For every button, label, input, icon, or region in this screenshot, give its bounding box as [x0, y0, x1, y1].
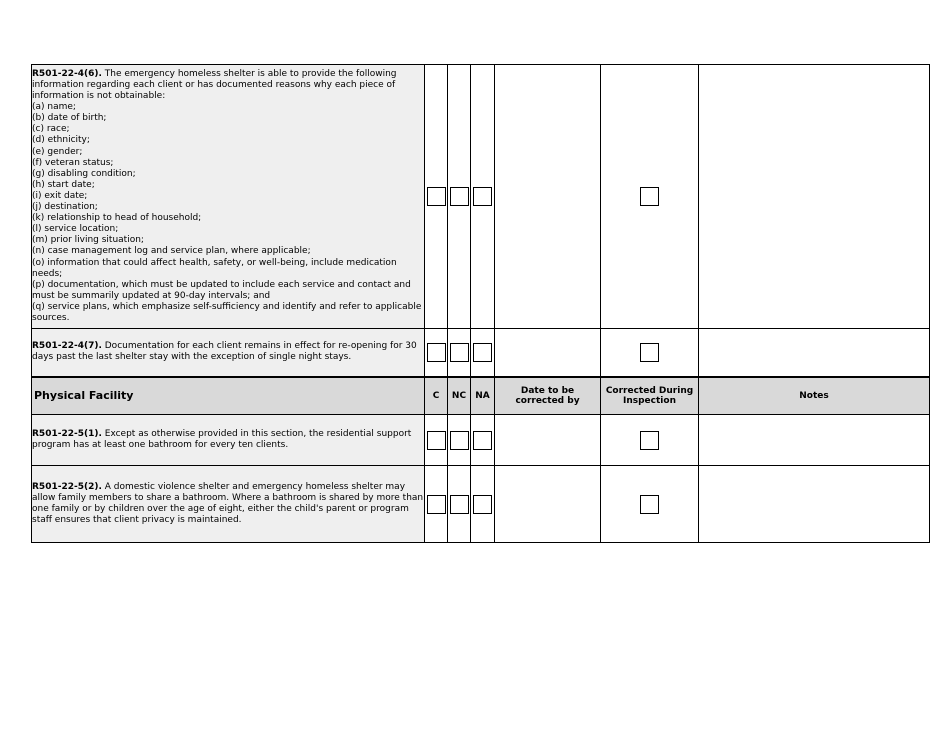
requirement-text: A domestic violence shelter and emergency homeless shelter may allow family members to share a bathroom. Where a bathroom is shared by more than one family or by children over the age of eight, either the child's parent or program staff ensures that client privacy is maintained.	[32, 481, 424, 526]
nc-checkbox[interactable]	[450, 495, 469, 514]
column-header-nc: NC	[448, 377, 471, 415]
requirement-code: R501-22-4(7).	[32, 341, 102, 352]
date-corrected-field[interactable]	[495, 65, 601, 329]
corrected-during-inspection-checkbox[interactable]	[640, 431, 659, 450]
date-corrected-field[interactable]	[495, 329, 601, 377]
requirement-cell	[32, 415, 425, 466]
c-cell	[425, 329, 448, 377]
requirement-text: Documentation for each client remains in effect for re-opening for 30 days past the last shelter stay with the exception of single night stays.	[32, 341, 417, 363]
table-row	[32, 329, 930, 377]
column-header-c: C	[425, 377, 448, 415]
nc-cell	[448, 415, 471, 466]
na-checkbox[interactable]	[473, 187, 492, 206]
section-title: Physical Facility	[32, 377, 425, 415]
corrected-during-inspection-checkbox[interactable]	[640, 343, 659, 362]
nc-cell	[448, 329, 471, 377]
corrected-cell	[601, 65, 699, 329]
notes-field[interactable]	[699, 415, 930, 466]
section-header-row	[32, 377, 930, 415]
requirement-cell	[32, 65, 425, 329]
notes-field[interactable]	[699, 466, 930, 543]
nc-checkbox[interactable]	[450, 187, 469, 206]
date-corrected-field[interactable]	[495, 466, 601, 543]
column-header-na: NA	[471, 377, 495, 415]
requirement-cell	[32, 466, 425, 543]
c-checkbox[interactable]	[427, 187, 446, 206]
nc-cell	[448, 65, 471, 329]
requirement-text: Except as otherwise provided in this section, the residential support program has at least one bathroom for every ten clients.	[32, 428, 412, 450]
date-corrected-field[interactable]	[495, 415, 601, 466]
c-checkbox[interactable]	[427, 431, 446, 450]
notes-field[interactable]	[699, 329, 930, 377]
na-checkbox[interactable]	[473, 343, 492, 362]
requirement-code: R501-22-5(2).	[32, 481, 102, 492]
requirement-text: The emergency homeless shelter is able to provide the following information regarding each client or has documented reasons why each piece of information is not obtainable: (a) name; (b) date of birth; (c) race; (d) ethnicity; (e) gender; (f) veteran status; (g) disabling condition; (h) start date; (i) exit date; (j) destination; (k) relationship to head of household; (l) service location; (m) prior living situation; (n) case management log and service plan, where applicable; (o) information that could affect health, safety, or well-being, include medication needs; (p) documentation, which must be updated to include each service and contact and must be summarily updated at 90-day intervals; and (q) service plans, which emphasize self-sufficiency and identify and refer to applicable sources.	[32, 68, 422, 323]
column-header-date: Date to be corrected by	[495, 377, 601, 415]
corrected-cell	[601, 466, 699, 543]
c-cell	[425, 65, 448, 329]
requirement-code: R501-22-5(1).	[32, 428, 102, 439]
corrected-during-inspection-checkbox[interactable]	[640, 495, 659, 514]
na-checkbox[interactable]	[473, 495, 492, 514]
table-row	[32, 415, 930, 466]
column-header-corrected: Corrected During Inspection	[601, 377, 699, 415]
notes-field[interactable]	[699, 65, 930, 329]
na-checkbox[interactable]	[473, 431, 492, 450]
na-cell	[471, 415, 495, 466]
table-row	[32, 65, 930, 329]
c-cell	[425, 466, 448, 543]
corrected-cell	[601, 329, 699, 377]
nc-cell	[448, 466, 471, 543]
inspection-checklist-table	[31, 64, 930, 543]
na-cell	[471, 65, 495, 329]
corrected-during-inspection-checkbox[interactable]	[640, 187, 659, 206]
table-row	[32, 466, 930, 543]
column-header-notes: Notes	[699, 377, 930, 415]
c-checkbox[interactable]	[427, 495, 446, 514]
requirement-code: R501-22-4(6).	[32, 68, 102, 79]
corrected-cell	[601, 415, 699, 466]
nc-checkbox[interactable]	[450, 431, 469, 450]
requirement-cell	[32, 329, 425, 377]
na-cell	[471, 329, 495, 377]
nc-checkbox[interactable]	[450, 343, 469, 362]
c-checkbox[interactable]	[427, 343, 446, 362]
c-cell	[425, 415, 448, 466]
na-cell	[471, 466, 495, 543]
